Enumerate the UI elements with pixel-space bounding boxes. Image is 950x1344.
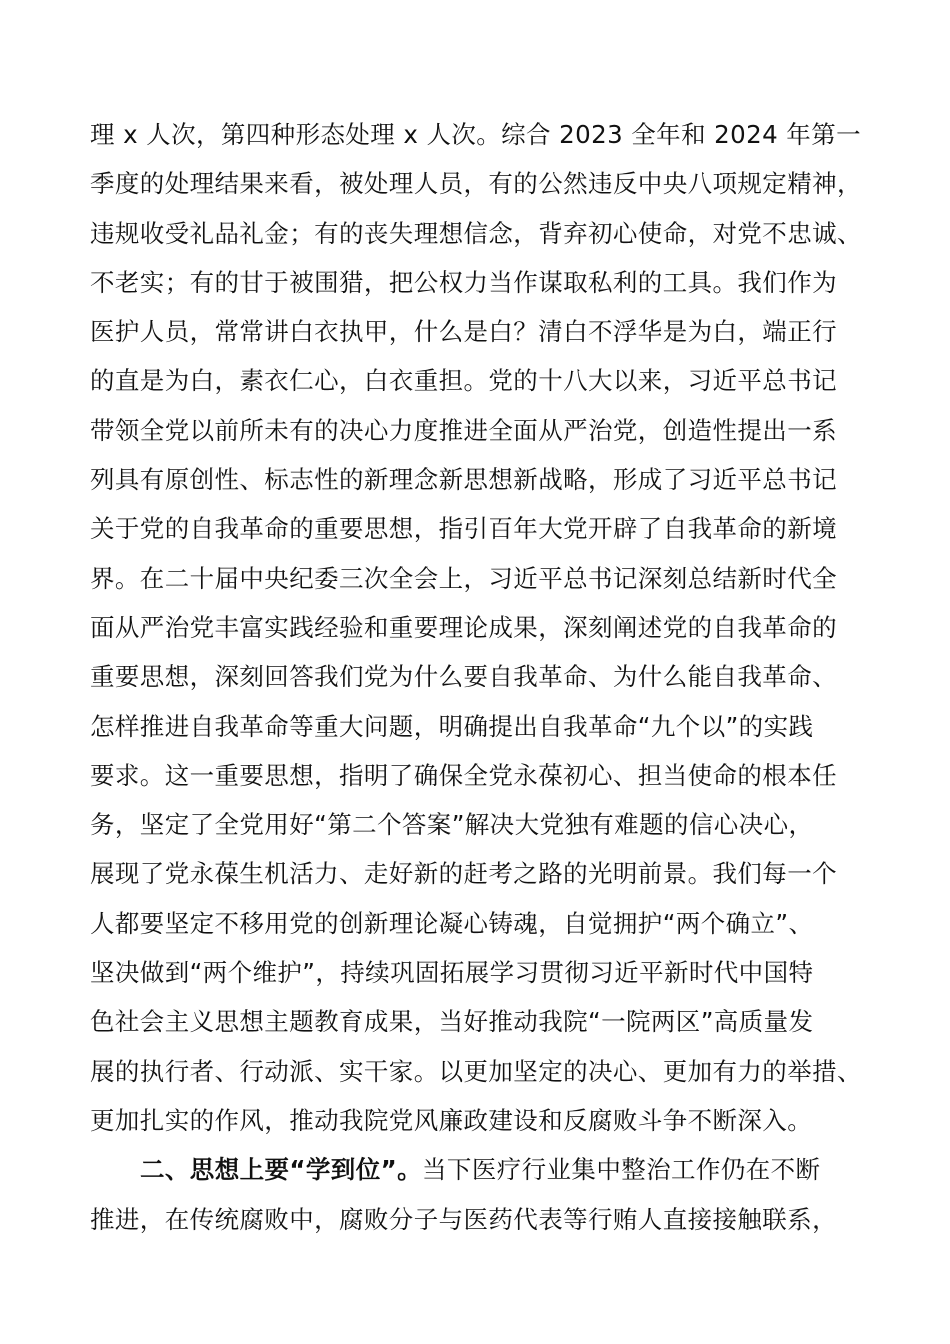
- text-line: 展的执行者、行动派、实干家。以更加坚定的决心、更加有力的举措、: [90, 1056, 862, 1086]
- text-line: 的直是为白，素衣仁心，白衣重担。党的十八大以来，习近平总书记: [90, 366, 837, 396]
- text-line: 推进，在传统腐败中，腐败分子与医药代表等行贿人直接接触联系，: [90, 1204, 837, 1234]
- text-line: 重要思想，深刻回答我们党为什么要自我革命、为什么能自我革命、: [90, 662, 837, 692]
- text-line: 违规收受礼品礼金；有的丧失理想信念，背弃初心使命，对党不忠诚、: [90, 218, 862, 248]
- text-line: 人都要坚定不移用党的创新理论凝心铸魂，自觉拥护“两个确立”、: [90, 908, 814, 938]
- text-line: 更加扎实的作风，推动我院党风廉政建设和反腐败斗争不断深入。: [90, 1105, 813, 1135]
- text-line: 界。在二十届中央纪委三次全会上，习近平总书记深刻总结新时代全: [90, 563, 837, 593]
- text-line: 面从严治党丰富实践经验和重要理论成果，深刻阐述党的自我革命的: [90, 612, 837, 642]
- section-heading: 二、思想上要“学到位”。: [140, 1155, 423, 1185]
- text-line: 不老实；有的甘于被围猎，把公权力当作谋取私利的工具。我们作为: [90, 267, 837, 297]
- text-line: 医护人员，常常讲白衣执甲，什么是白？清白不浮华是为白，端正行: [90, 317, 837, 347]
- section-first-line: [90, 1145, 865, 1194]
- text-line: 季度的处理结果来看，被处理人员，有的公然违反中央八项规定精神，: [90, 169, 862, 199]
- document-body: [90, 110, 865, 1244]
- text-line: 列具有原创性、标志性的新理念新思想新战略，形成了习近平总书记: [90, 465, 837, 495]
- text-line: 怎样推进自我革命等重大问题，明确提出自我革命“九个以”的实践: [90, 711, 814, 741]
- text-line: 色社会主义思想主题教育成果，当好推动我院“一院两区”高质量发: [90, 1007, 814, 1037]
- section-first-line-text: 当下医疗行业集中整治工作仍在不断: [422, 1155, 821, 1185]
- text-line: 理 x 人次，第四种形态处理 x 人次。综合 2023 全年和 2024 年第一: [90, 120, 861, 149]
- text-line: 关于党的自我革命的重要思想，指引百年大党开辟了自我革命的新境: [90, 514, 837, 544]
- text-line: 展现了党永葆生机活力、走好新的赶考之路的光明前景。我们每一个: [90, 859, 837, 889]
- text-line: 坚决做到“两个维护”，持续巩固拓展学习贯彻习近平新时代中国特: [90, 958, 814, 988]
- text-line: 带领全党以前所未有的决心力度推进全面从严治党，创造性提出一系: [90, 415, 837, 445]
- text-line: 要求。这一重要思想，指明了确保全党永葆初心、担当使命的根本任: [90, 760, 837, 790]
- text-line: 务，坚定了全党用好“第二个答案”解决大党独有难题的信心决心，: [90, 810, 814, 840]
